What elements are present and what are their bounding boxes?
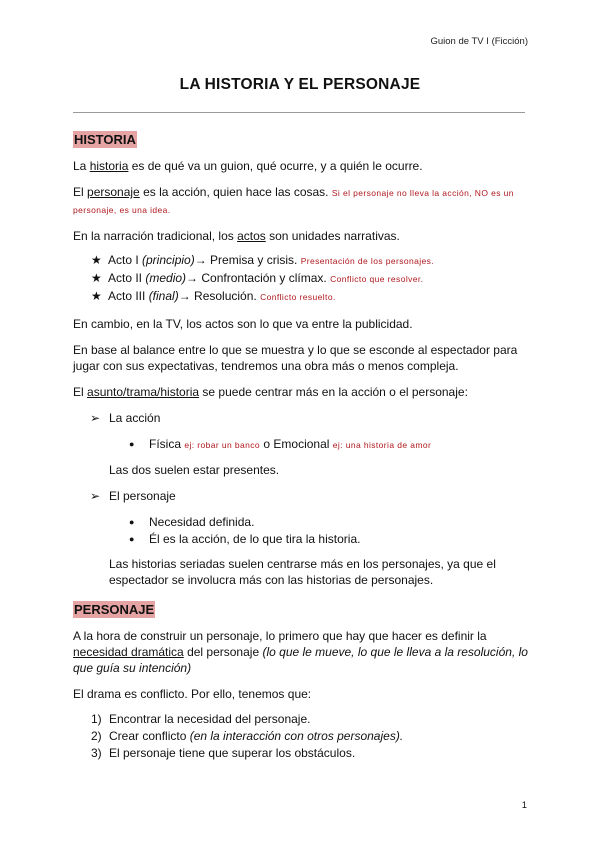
text: La bbox=[73, 159, 90, 173]
document-body bbox=[73, 128, 529, 762]
step-number: 2) bbox=[91, 729, 102, 743]
text: A la hora de construir un personaje, lo primero que hay que hacer es definir la bbox=[73, 629, 487, 643]
text: es de qué va un guion, qué ocurre, y a quién le ocurre. bbox=[128, 159, 423, 173]
arrow-bullet-icon: ➢ bbox=[90, 489, 101, 503]
accion-note-paragraph: Las dos suelen estar presentes. bbox=[109, 463, 280, 477]
list-item-fisica-emocional bbox=[129, 436, 529, 454]
annotation-note: ej: una historia de amor bbox=[332, 440, 432, 450]
dot-bullet-icon: ● bbox=[129, 439, 135, 449]
list-item-act-2 bbox=[91, 270, 529, 288]
text: o Emocional bbox=[260, 437, 333, 451]
star-icon: ★ bbox=[91, 271, 102, 285]
text: Necesidad definida. bbox=[149, 515, 255, 529]
paragraph-tv-actos: En cambio, en la TV, los actos son lo que va entre la publicidad. bbox=[73, 317, 413, 331]
text: → Confrontación y clímax. bbox=[186, 271, 331, 285]
list-item-step-1 bbox=[91, 711, 529, 728]
section-heading-historia: HISTORIA bbox=[74, 132, 136, 147]
annotation-note: Si el personaje no lleva la acción, NO es un personaje, es una idea. bbox=[73, 188, 514, 215]
step-number: 1) bbox=[91, 712, 102, 726]
list-item-accion bbox=[73, 410, 529, 478]
list-item-label: La acción bbox=[109, 411, 161, 425]
list-item-step-3 bbox=[91, 745, 529, 762]
paragraph-balance: En base al balance entre lo que se muestra y lo que se esconde al espectador para jugar con sus expectativas, tendremos una obra más o menos compleja. bbox=[73, 343, 518, 373]
list-item-act-3 bbox=[91, 288, 529, 306]
text: se puede centrar más en la acción o el personaje: bbox=[199, 385, 468, 399]
arrow-bullet-icon: ➢ bbox=[90, 411, 101, 425]
text: Acto I bbox=[108, 253, 143, 267]
italic-text: (final) bbox=[148, 289, 179, 303]
text: Acto II bbox=[108, 271, 146, 285]
annotation-note: ej: robar un banco bbox=[184, 440, 261, 450]
text: En la narración tradicional, los bbox=[73, 229, 238, 243]
document-header: Guion de TV I (Ficción) bbox=[430, 36, 528, 47]
paragraph-historia-definition bbox=[73, 158, 529, 174]
text: es la acción, quien hace las cosas. bbox=[139, 185, 332, 199]
text: → Resolución. bbox=[178, 289, 261, 303]
text: El bbox=[73, 185, 88, 199]
steps-list bbox=[91, 711, 529, 762]
italic-text: (en la interacción con otros personajes). bbox=[189, 729, 404, 743]
annotation-note: Conflicto que resolver. bbox=[330, 274, 424, 284]
list-item-label: El personaje bbox=[109, 489, 176, 503]
section-heading-personaje: PERSONAJE bbox=[74, 602, 155, 617]
term-actos: actos bbox=[237, 229, 266, 243]
paragraph-necesidad-dramatica bbox=[73, 628, 529, 676]
italic-text: (medio) bbox=[145, 271, 187, 285]
paragraph-actos bbox=[73, 228, 529, 244]
acts-list bbox=[91, 252, 529, 306]
list-item-accion-personaje bbox=[129, 531, 529, 548]
star-icon: ★ bbox=[91, 253, 102, 267]
text: Él es la acción, de lo que tira la historia. bbox=[149, 532, 361, 546]
page-number: 1 bbox=[521, 800, 527, 811]
title-divider bbox=[73, 112, 525, 113]
text: del personaje bbox=[183, 645, 263, 659]
page-title: LA HISTORIA Y EL PERSONAJE bbox=[179, 76, 421, 93]
list-item-necesidad bbox=[129, 514, 529, 531]
text: El personaje tiene que superar los obstáculos. bbox=[109, 746, 356, 760]
personaje-sublist bbox=[129, 514, 529, 548]
italic-text: (principio) bbox=[142, 253, 195, 267]
list-item-step-2 bbox=[91, 728, 529, 745]
dot-bullet-icon: ● bbox=[129, 517, 135, 527]
italic-text: (lo que le mueve, lo que le lleva a la resolución, lo que guía su intención) bbox=[73, 645, 528, 675]
star-icon: ★ bbox=[91, 289, 102, 303]
dot-bullet-icon: ● bbox=[129, 534, 135, 544]
paragraph-personaje-definition bbox=[73, 184, 529, 218]
term-asunto: asunto/trama/historia bbox=[87, 385, 200, 399]
paragraph-drama-conflicto: El drama es conflicto. Por ello, tenemos que: bbox=[73, 687, 312, 701]
text: El bbox=[73, 385, 88, 399]
term-personaje: personaje bbox=[87, 185, 140, 199]
term-necesidad-dramatica: necesidad dramática bbox=[73, 645, 184, 659]
text: Física bbox=[149, 437, 185, 451]
paragraph-asunto bbox=[73, 384, 529, 400]
accion-sublist bbox=[129, 436, 529, 454]
text: Crear conflicto bbox=[109, 729, 190, 743]
annotation-note: Conflicto resuelto. bbox=[260, 292, 336, 302]
step-number: 3) bbox=[91, 746, 102, 760]
text: → Premisa y crisis. bbox=[194, 253, 301, 267]
text: Encontrar la necesidad del personaje. bbox=[109, 712, 311, 726]
list-item-act-1 bbox=[91, 252, 529, 270]
personaje-note-paragraph: Las historias seriadas suelen centrarse más en los personajes, ya que el espectador se involucra más con las historias de personajes. bbox=[109, 557, 496, 587]
list-item-personaje bbox=[73, 488, 529, 588]
focus-list bbox=[73, 410, 529, 588]
term-historia: historia bbox=[89, 159, 129, 173]
text: Acto III bbox=[108, 289, 149, 303]
annotation-note: Presentación de los personajes. bbox=[300, 256, 435, 266]
text: son unidades narrativas. bbox=[265, 229, 400, 243]
